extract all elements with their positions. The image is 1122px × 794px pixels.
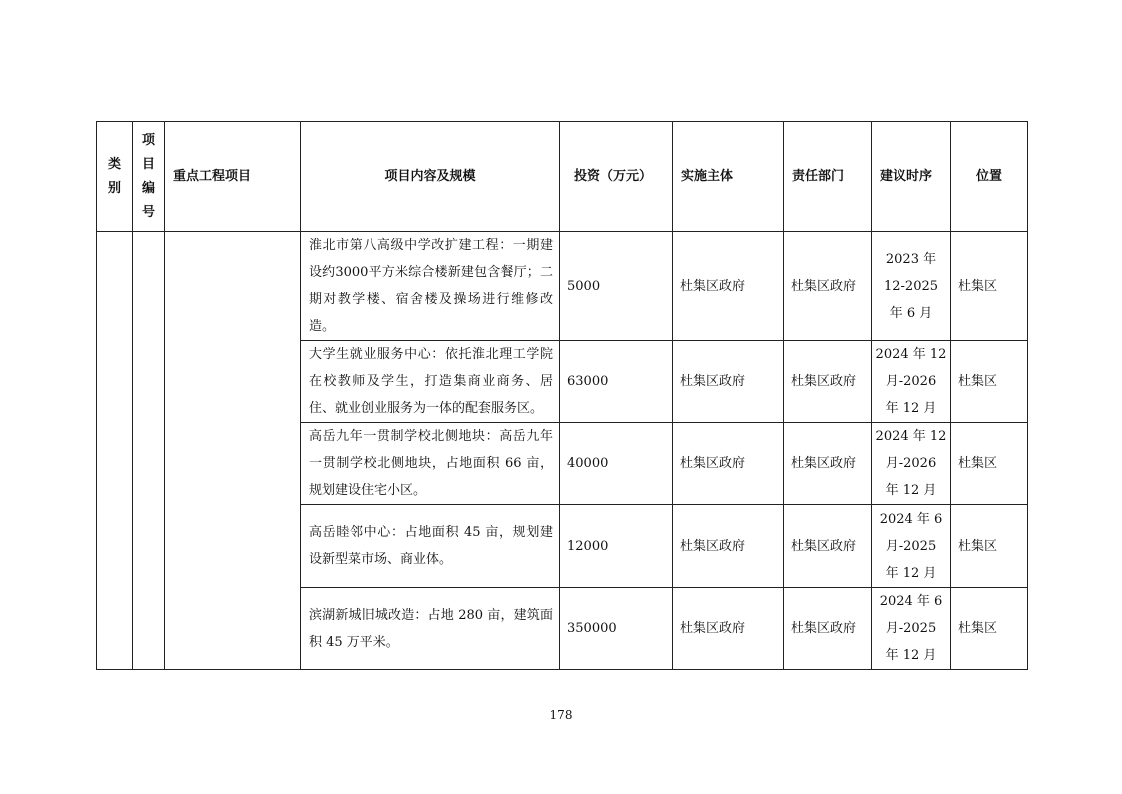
schedule-line: 月-2025 — [885, 621, 937, 636]
location-cell: 杜集区 — [951, 588, 1028, 670]
header-investment: 投资（万元） — [560, 122, 673, 232]
schedule-line: 年 12 月 — [885, 565, 937, 581]
schedule-line: 2024 年 6 — [879, 511, 943, 527]
implementer-cell: 杜集区政府 — [673, 341, 784, 423]
location-cell: 杜集区 — [951, 341, 1028, 423]
table-row — [97, 232, 1028, 341]
schedule-cell — [872, 341, 951, 423]
key-project-cell — [165, 232, 301, 670]
schedule-cell — [872, 588, 951, 670]
location-cell: 杜集区 — [951, 232, 1028, 341]
header-row — [97, 122, 1028, 232]
schedule-cell — [872, 505, 951, 588]
department-cell: 杜集区政府 — [784, 505, 872, 588]
projects-table — [96, 121, 1028, 670]
investment-cell: 12000 — [560, 505, 673, 588]
schedule-cell — [872, 423, 951, 505]
schedule-line: 年 6 月 — [889, 305, 933, 321]
content-cell: 高岳睦邻中心：占地面积 45 亩，规划建设新型菜市场、商业体。 — [301, 505, 560, 588]
schedule-line: 月-2026 — [885, 456, 937, 471]
header-schedule: 建议时序 — [872, 122, 951, 232]
project-number-cell — [133, 232, 165, 670]
implementer-cell: 杜集区政府 — [673, 505, 784, 588]
header-project-number: 项 目 编 号 — [133, 122, 165, 232]
implementer-cell: 杜集区政府 — [673, 232, 784, 341]
header-category: 类 别 — [97, 122, 133, 232]
department-cell: 杜集区政府 — [784, 588, 872, 670]
page-number: 178 — [549, 708, 573, 722]
investment-cell: 5000 — [560, 232, 673, 341]
investment-cell: 63000 — [560, 341, 673, 423]
header-content-scale: 项目内容及规模 — [301, 122, 560, 232]
implementer-cell: 杜集区政府 — [673, 588, 784, 670]
department-cell: 杜集区政府 — [784, 232, 872, 341]
schedule-line: 月-2026 — [885, 374, 937, 389]
schedule-line: 年 12 月 — [885, 401, 937, 416]
department-cell: 杜集区政府 — [784, 423, 872, 505]
schedule-line: 2023 年 — [885, 251, 937, 267]
schedule-line: 2024 年 12 — [875, 429, 947, 444]
schedule-line: 月-2025 — [885, 538, 937, 554]
header-location: 位置 — [951, 122, 1028, 232]
location-cell: 杜集区 — [951, 505, 1028, 588]
location-cell: 杜集区 — [951, 423, 1028, 505]
schedule-line: 2024 年 12 — [875, 347, 947, 362]
content-cell: 大学生就业服务中心：依托淮北理工学院在校教师及学生，打造集商业商务、居住、就业创业服务为一体的配套服务区。 — [301, 341, 560, 423]
header-key-project: 重点工程项目 — [165, 122, 301, 232]
implementer-cell: 杜集区政府 — [673, 423, 784, 505]
schedule-line: 12-2025 — [883, 278, 939, 294]
investment-cell: 350000 — [560, 588, 673, 670]
content-cell: 高岳九年一贯制学校北侧地块：高岳九年一贯制学校北侧地块，占地面积 66 亩，规划建设住宅小区。 — [301, 423, 560, 505]
content-cell: 淮北市第八高级中学改扩建工程：一期建设约3000平方米综合楼新建包含餐厅；二期对教学楼、宿舍楼及操场进行维修改造。 — [301, 232, 560, 341]
schedule-line: 年 12 月 — [885, 648, 937, 663]
schedule-cell — [872, 232, 951, 341]
header-department: 责任部门 — [784, 122, 872, 232]
department-cell: 杜集区政府 — [784, 341, 872, 423]
schedule-line: 2024 年 6 — [879, 594, 943, 609]
schedule-line: 年 12 月 — [885, 483, 937, 498]
header-implementer: 实施主体 — [673, 122, 784, 232]
category-cell — [97, 232, 133, 670]
investment-cell: 40000 — [560, 423, 673, 505]
content-cell: 滨湖新城旧城改造：占地 280 亩，建筑面积 45 万平米。 — [301, 588, 560, 670]
